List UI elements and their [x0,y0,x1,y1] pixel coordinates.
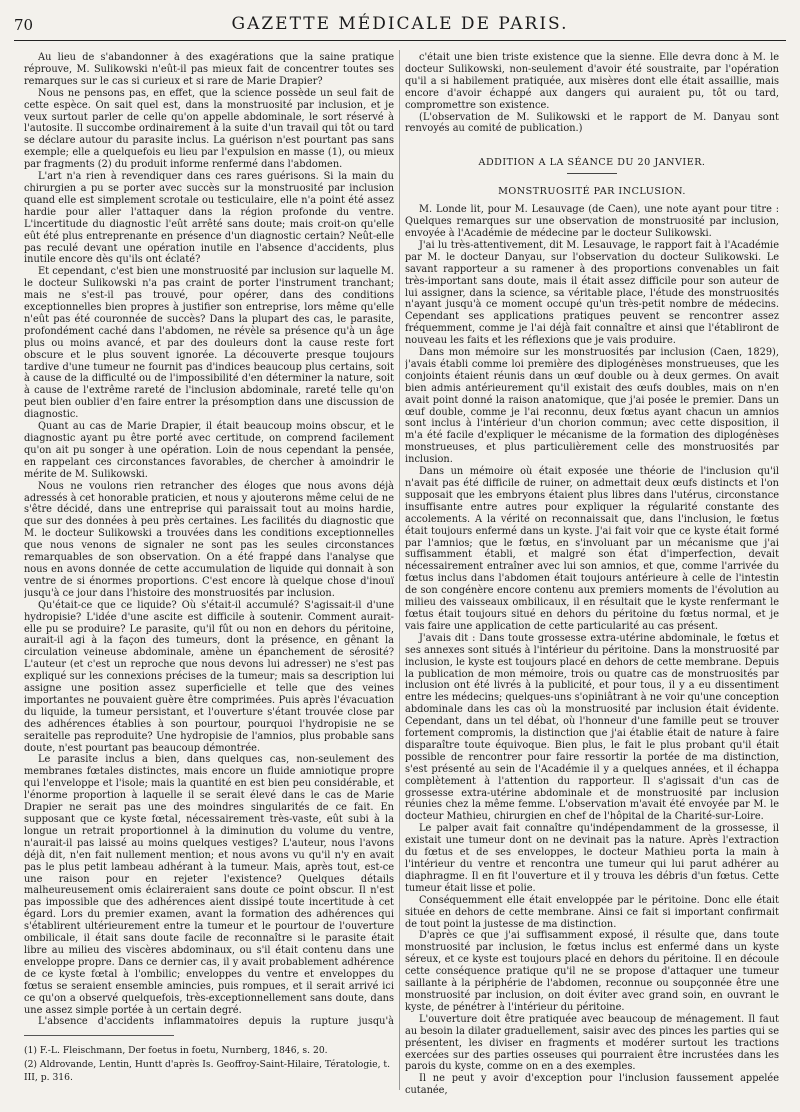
page-header [14,14,786,41]
page-number: 70 [14,16,34,34]
body-paragraph: Dans un mémoire où était exposée une théorie de l'inclusion qu'il n'avait pas été difficile de ruiner, on admettait deux œufs distincts et l'on supposait que les embryons étaient plus libres dans l'utérus, circonstance insuffisante entre autres pour expliquer la régularité constante des accolements. A la vérité on reconnaissait que, dans l'inclusion, le fœtus était toujours enfermé dans un kyste. J'ai fait voir que ce kyste était formé par l'amnios; que le fœtus, en s'involuant par un mécanisme que j'ai suffisamment établi, et malgré son état d'imperfection, devait nécessairement entraîner avec lui son amnios, et que, comme l'arrivée du fœtus inclus dans l'abdomen était toujours antérieure à celle de l'intestin de son congénère encore contenu aux premiers moments de l'évolution au milieu des vaisseaux ombilicaux, il en résultait que le kyste renfermant le fœtus était toujours situé en dehors du péritoine du fœtus normal, et je vais faire une application de cette particularité au cas présent. [405,466,779,632]
body-paragraph: Quant au cas de Marie Drapier, il était beaucoup moins obscur, et le diagnostic ayant pu être porté avec certitude, on comprend facilement qu'on ait pu songer à une opération. Loin de nous cependant la pensée, en rappelant ces circonstances favorables, de chercher à amoindrir le mérite de M. Sulikowski. [24,421,394,480]
body-paragraph: Nous ne voulons rien retrancher des éloges que nous avons déjà adressés à cet honorable praticien, et nous y ajouterons même celui de ne s'être décidé, dans une entreprise qui paraissait tout au moins hardie, que sur des données à peu près certaines. Les facilités du diagnostic que M. le docteur Sulikowski a trouvées dans les conditions exceptionnelles que nous venons de signaler ne sont pas les seules circonstances remarquables de son observation. On a été frappé dans l'analyse que nous en avons donnée de cette accumulation de liquide qui donnait à son ventre de si énormes proportions. C'est encore là quelque chose d'inouï jusqu'à ce jour dans l'histoire des monstruosités par inclusion. [24,480,394,599]
body-paragraph: c'était une bien triste existence que la sienne. Elle devra donc à M. le docteur Sulikowski, non-seulement d'avoir été soustraite, par l'opération qu'il a si habilement pratiquée, aux misères dont elle était assaillie, mais encore d'avoir échappé aux dangers qui auraient pu, tôt ou tard, compromettre son existence. [405,52,779,111]
footnote: (1) F.-L. Fleischmann, Der foetus in foetu, Nurnberg, 1846, s. 20. [24,1045,328,1056]
body-paragraph: Le parasite inclus a bien, dans quelques cas, non-seulement des membranes fœtales distinctes, mais encore un fluide amniotique propre qui l'enveloppe et l'isole; mais la quantité en est bien peu considérable, et l'énorme proportion à laquelle il se serait élevé dans le cas de Marie Drapier ne serait pas une des moindres singularités de ce fait. En supposant que ce kyste fœtal, nécessairement très-vaste, eût subi à la longue un retrait proportionnel à la diminution du volume du ventre, n'aurait-il pas laissé au moins quelques vestiges? L'auteur, nous l'avons déjà dit, n'en fait nullement mention; et nous avons vu qu'il n'y en avait pas le plus petit lambeau adhérant à la tumeur. Mais, après tout, est-ce une raison pour en rejeter l'existence? Quelques détails malheureusement omis éclaireraient sans doute ce point obscur. Il n'est pas impossible que des adhérences aient dissipé toute incertitude à cet égard. Lors du premier examen, avant la formation des adhérences qui s'établirent ultérieurement entre la tumeur et le pourtour de l'ouverture ombilicale, il était sans doute facile de reconnaître si le parasite était libre au milieu des viscères abdominaux, ou s'il était contenu dans une enveloppe propre. Dans ce dernier cas, il y avait probablement adhérence de ce kyste fœtal à l'ombilic; enveloppes du ventre et enveloppes du fœtus se seraient ensemble amincies, puis rompues, et il serait arrivé ici ce qu'on a observé quelquefois, très-exceptionnellement sans doute, dans une assez simple portée à un certain degré. [24,754,394,1016]
column-divider [399,50,400,1090]
sub-heading: MONSTRUOSITÉ PAR INCLUSION. [498,186,686,198]
body-paragraph: Qu'était-ce que ce liquide? Où s'était-il accumulé? S'agissait-il d'une hydropisie? L'idée d'une ascite est difficile à soutenir. Comment aurait-elle pu se produire? Le parasite, qu'il fût ou non en dehors du péritoine, aurait-il agi à la façon des tumeurs, dont la présence, en gênant la circulation veineuse abdominale, amène un épanchement de sérosité? L'auteur (et c'est un reproche que nous devons lui adresser) ne s'est pas expliqué sur les connexions précises de la tumeur; mais sa description lui assigne une position assez superficielle et telle que des veines importantes ne pouvaient guère être comprimées. Puis après l'évacuation du liquide, la tumeur persistant, et l'ouverture s'étant trouvée close par des adhérences établies à son pourtour, pourquoi l'hydropisie ne se seraitelle pas reproduite? Une hydropisie de l'amnios, plus probable sans doute, n'est pourtant pas beaucoup démontrée. [24,599,394,754]
body-paragraph: D'après ce que j'ai suffisamment exposé, il résulte que, dans toute monstruosité par inclusion, le fœtus inclus est enfermé dans un kyste séreux, et ce kyste est toujours placé en dehors du péritoine. Il en découle cette conséquence pratique qu'il ne se propose d'attaquer une tumeur saillante à la périphérie de l'abdomen, reconnue ou soupçonnée être une monstruosité par inclusion, on doit éviter avec grand soin, en ouvrant le kyste, de pénétrer à l'intérieur du péritoine. [405,930,779,1013]
body-paragraph: Dans mon mémoire sur les monstruosités par inclusion (Caen, 1829), j'avais établi comme loi première des diplogénèses monstrueuses, que les conjoints étaient réunis dans un œuf double ou à deux germes. On avait bien admis antérieurement qu'il existait des œufs doubles, mais on n'en avait point donné la raison anatomique, que j'ai posée le premier. Dans un œuf double, comme je l'ai reconnu, deux fœtus ayant chacun un amnios sont inclus à l'intérieur d'un chorion commun; avec cette disposition, il m'a été facile d'expliquer le mécanisme de la formation des diplogénèses monstrueuses, et plus particulièrement celle des monstruosités par inclusion. [405,347,779,466]
body-paragraph: L'absence d'accidents inflammatoires depuis la rupture jusqu'à [38,1016,394,1027]
body-paragraph: Le palper avait fait connaître qu'indépendamment de la grossesse, il existait une tumeur dont on ne devinait pas la nature. Après l'extraction du fœtus et de ses enveloppes, le docteur Mathieu porta la main à l'intérieur du ventre et rencontra une tumeur qui lui parut adhérer au diaphragme. Il en fit l'ouverture et il y trouva les débris d'un fœtus. Cette tumeur était lisse et polie. [405,823,779,894]
body-paragraph: Au lieu de s'abandonner à des exagérations que la saine pratique réprouve, M. Sulikowski n'eût-il pas mieux fait de concentrer toutes ses remarques sur le cas si curieux et si rare de Marie Drapier? [24,52,394,87]
lead-paragraph: M. Londe lit, pour M. Lesauvage (de Caen), une note ayant pour titre : Quelques remarques sur une observation de monstruosité par inclusion, envoyée à l'Académie de médecine par le docteur Sulikowski. [405,204,779,239]
body-paragraph: Et cependant, c'est bien une monstruosité par inclusion sur laquelle M. le docteur Sulikowski n'a pas craint de porter l'instrument tranchant; mais ne s'est-il pas trouvé, pour opérer, dans des conditions exceptionnelles bien propres à justifier son entreprise, lors même qu'elle n'eût pas été couronnée de succès? Dans la plupart des cas, le parasite, profondément caché dans l'abdomen, ne révèle sa présence qu'à un âge plus ou moins avancé, et par des douleurs dont la cause reste fort obscure et le plus souvent ignorée. La découverte presque toujours tardive d'une tumeur ne fournit pas d'indices beaucoup plus certains, soit à cause de la difficulté ou de l'impossibilité d'en déterminer la nature, soit à cause de l'extrême rareté de l'inclusion abdominale, rareté telle qu'on peut bien oublier d'en faire entrer la présomption dans une discussion de diagnostic. [24,266,394,421]
footnote: (2) Aldrovande, Lentin, Huntt d'après Is. Geoffroy-Saint-Hilaire, Tératologie, t. III, p. 316. [24,1058,391,1083]
body-paragraph: Nous ne pensons pas, en effet, que la science possède un seul fait de cette espèce. On sait quel est, dans la monstruosité par inclusion, et je veux surtout parler de celle qu'on appelle abdominale, le sort réservé à l'autosite. Il succombe ordinairement à la suite d'un travail qui tôt ou tard se déclare autour du parasite inclus. La guérison n'est pourtant pas sans exemple; elle a quelquefois eu lieu par l'expulsion en masse (1), ou mieux par fragments (2) du produit informe renfermé dans l'abdomen. [24,87,394,171]
body-paragraph: J'avais dit : Dans toute grossesse extra-utérine abdominale, le fœtus et ses annexes sont situés à l'intérieur du péritoine. Dans la monstruosité par inclusion, le kyste est toujours placé en dehors de cette membrane. Depuis la publication de mon mémoire, trois ou quatre cas de monstruosités par inclusion ont été livrés à la publicité, et pour tous, il y a eu dissentiment entre les médecins; quelques-uns s'opiniâtrant à ne voir qu'une conception abdominale dans les cas où la monstruosité par inclusion était évidente. Cependant, dans un tel débat, où l'honneur d'une famille peut se trouver fortement compromis, la distinction que j'ai établie était de nature à faire disparaître toute équivoque. Bien plus, le fait le plus probant qu'il était possible de rencontrer pour faire ressortir la portée de ma distinction, s'est présenté au sein de l'Académie il y a quelques années, et il échappa complètement à l'attention du rapporteur. Il s'agissait d'un cas de grossesse extra-utérine abdominale et de monstruosité par inclusion réunies chez la même femme. L'observation m'avait été envoyée par M. le docteur Mathieu, chirurgien en chef de l'hôpital de la Charité-sur-Loire. [405,632,779,823]
left-column [24,52,394,1027]
section-rule [567,173,617,174]
footnotes [24,1044,394,1085]
body-paragraph: J'ai lu très-attentivement, dit M. Lesauvage, le rapport fait à l'Académie par M. le docteur Danyau, sur l'observation du docteur Sulikowski. Le savant rapporteur a su ramener à des proportions convenables un fait très-important sans doute, mais il était assez difficile pour son auteur de lui assigner, dans la science, sa véritable place, l'étude des monstruosités n'ayant jusqu'à ce moment occupé qu'un très-petit nombre de médecins. Cependant ses applications pratiques peuvent se rencontrer assez fréquemment, comme je l'ai déjà fait connaître et ainsi que l'établiront de nouveau les faits et les réflexions que je vais produire. [405,239,779,347]
right-column [405,52,779,1097]
body-paragraph: Conséquemment elle était enveloppée par le péritoine. Donc elle était située en dehors de cette membrane. Ainsi ce fait si important confirmait de tout point la justesse de ma distinction. [405,894,779,930]
footnote-rule [24,1035,174,1036]
body-paragraph: L'ouverture doit être pratiquée avec beaucoup de ménagement. Il faut au besoin la dilater graduellement, saisir avec des pinces les parties qui se présentent, les diviser en fragments et modérer surtout les tractions exercées sur des parties osseuses qui pourraient être incrustées dans les parois du kyste, comme on en a des exemples. [405,1013,779,1073]
body-paragraph: L'art n'a rien à revendiquer dans ces rares guérisons. Si la main du chirurgien a pu se porter avec succès sur la monstruosité par inclusion quand elle est simplement scrotale ou testiculaire, elle n'a point été assez hardie pour aller l'attaquer dans la région profonde du ventre. L'incertitude du diagnostic l'eût arrêté sans doute; mais croit-on qu'elle eût été plus entreprenante en présence d'un diagnostic certain? Neût-elle pas reculé devant une opération inutile en l'absence d'accidents, plus inutile encore dès qu'ils ont éclaté? [24,171,394,266]
section-heading: ADDITION A LA SÉANCE DU 20 JANVIER. [478,157,706,169]
body-paragraph: Il ne peut y avoir d'exception pour l'inclusion faussement appelée cutanée, [405,1073,779,1097]
body-paragraph: (L'observation de M. Sulikowski et le rapport de M. Danyau sont renvoyés au comité de publication.) [405,111,779,135]
journal-title: GAZETTE MÉDICALE DE PARIS. [231,14,569,34]
